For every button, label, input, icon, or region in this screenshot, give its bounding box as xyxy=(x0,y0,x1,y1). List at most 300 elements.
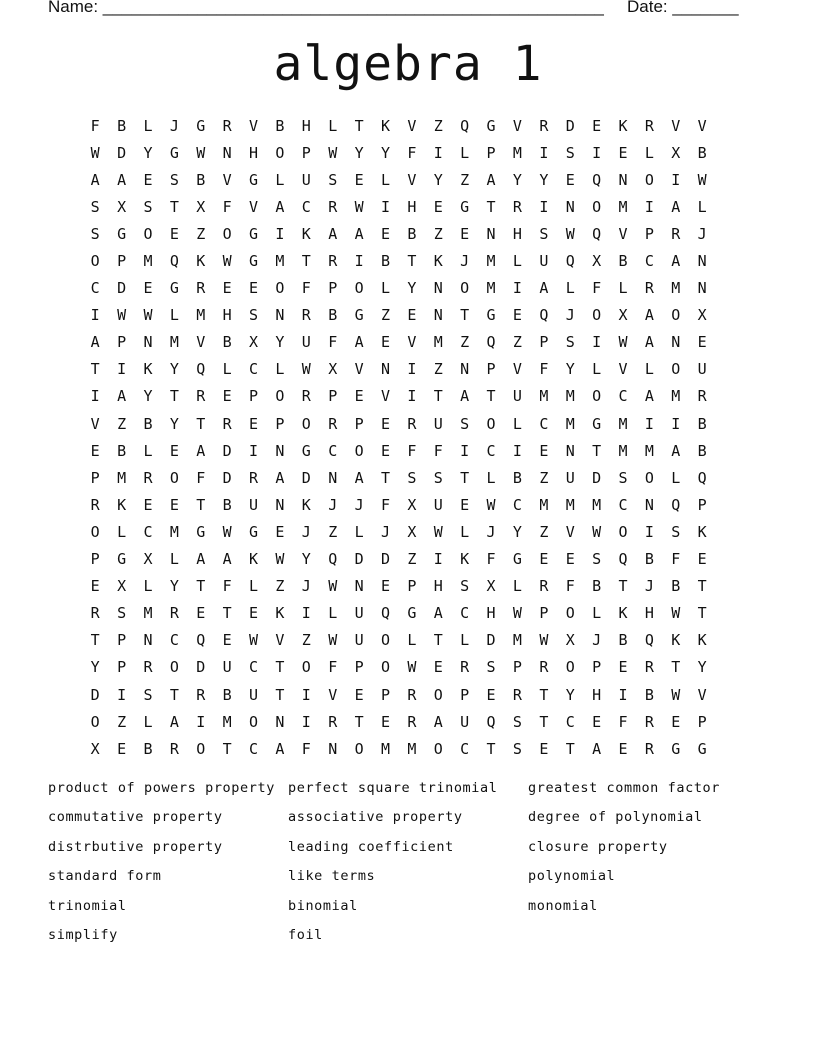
grid-letter: I xyxy=(249,441,259,460)
grid-letter: N xyxy=(460,360,470,379)
grid-letter: W xyxy=(328,577,338,596)
grid-letter: V xyxy=(565,522,575,541)
grid-letter: I xyxy=(539,143,549,162)
grid-letter: B xyxy=(512,468,522,487)
grid-letter: L xyxy=(565,279,575,298)
grid-letter: E xyxy=(169,495,179,514)
grid-letter: K xyxy=(697,522,707,541)
grid-letter: S xyxy=(592,550,602,569)
grid-letter: F xyxy=(407,143,417,162)
grid-letter: T xyxy=(380,468,390,487)
grid-letter: Q xyxy=(592,170,602,189)
grid-letter: R xyxy=(328,197,338,216)
date-field-label: Date: _______ xyxy=(627,0,739,16)
grid-letter: R xyxy=(539,116,549,135)
grid-letter: C xyxy=(618,495,628,514)
grid-letter: N xyxy=(275,306,285,325)
grid-letter: E xyxy=(407,306,417,325)
grid-letter: U xyxy=(460,712,470,731)
grid-letter: V xyxy=(512,116,522,135)
grid-letter: O xyxy=(618,522,628,541)
grid-letter: S xyxy=(328,170,338,189)
grid-letter: T xyxy=(169,685,179,704)
grid-letter: V xyxy=(380,387,390,406)
grid-letter: C xyxy=(143,522,153,541)
grid-letter: P xyxy=(328,387,338,406)
grid-letter: Q xyxy=(539,306,549,325)
grid-letter: M xyxy=(618,197,628,216)
grid-letter: G xyxy=(249,170,259,189)
grid-letter: V xyxy=(407,170,417,189)
grid-letter: N xyxy=(618,170,628,189)
grid-letter: P xyxy=(117,631,127,650)
grid-letter: Q xyxy=(328,550,338,569)
grid-letter: W xyxy=(486,495,496,514)
grid-letter: G xyxy=(486,306,496,325)
grid-letter: N xyxy=(275,712,285,731)
grid-letter: F xyxy=(196,468,206,487)
grid-letter: F xyxy=(328,333,338,352)
grid-letter: P xyxy=(539,333,549,352)
grid-letter: R xyxy=(539,577,549,596)
grid-letter: S xyxy=(486,658,496,677)
grid-letter: B xyxy=(196,170,206,189)
grid-letter: L xyxy=(460,143,470,162)
grid-letter: V xyxy=(697,685,707,704)
grid-letter: J xyxy=(697,224,707,243)
grid-letter: Z xyxy=(460,333,470,352)
word-list-item: greatest common factor xyxy=(528,780,721,796)
grid-letter: M xyxy=(512,143,522,162)
grid-letter: Y xyxy=(380,143,390,162)
grid-letter: R xyxy=(644,658,654,677)
grid-letter: A xyxy=(592,739,602,758)
grid-letter: K xyxy=(671,631,681,650)
grid-letter: O xyxy=(592,197,602,216)
grid-letter: I xyxy=(512,279,522,298)
grid-letter: E xyxy=(565,550,575,569)
grid-row xyxy=(82,220,715,247)
grid-letter: Q xyxy=(671,495,681,514)
grid-letter: E xyxy=(486,685,496,704)
grid-letter: N xyxy=(275,495,285,514)
grid-letter: T xyxy=(460,468,470,487)
word-list-item: leading coefficient xyxy=(288,838,454,855)
grid-letter: E xyxy=(618,658,628,677)
grid-letter: B xyxy=(644,685,654,704)
grid-letter: I xyxy=(512,441,522,460)
word-list-item: degree of polynomial xyxy=(528,809,703,826)
grid-letter: W xyxy=(249,631,259,650)
grid-letter: Y xyxy=(565,685,575,704)
grid-letter: O xyxy=(644,468,654,487)
grid-letter: B xyxy=(275,116,285,135)
grid-letter: L xyxy=(328,116,338,135)
grid-letter: X xyxy=(565,631,575,650)
grid-letter: R xyxy=(301,306,311,325)
grid-letter: R xyxy=(539,658,549,677)
grid-letter: E xyxy=(249,414,259,433)
grid-letter: N xyxy=(222,143,232,162)
grid-letter: T xyxy=(486,739,496,758)
grid-letter: J xyxy=(565,306,575,325)
grid-letter: Y xyxy=(407,279,417,298)
grid-row xyxy=(82,518,715,545)
word-list-item: trinomial xyxy=(48,897,127,914)
grid-letter: T xyxy=(90,360,100,379)
grid-letter: I xyxy=(90,387,100,406)
grid-letter: O xyxy=(196,739,206,758)
grid-row xyxy=(82,356,715,383)
grid-letter: J xyxy=(460,252,470,271)
grid-letter: I xyxy=(196,712,206,731)
grid-letter: M xyxy=(169,333,179,352)
grid-letter: T xyxy=(169,197,179,216)
grid-letter: E xyxy=(565,170,575,189)
grid-letter: R xyxy=(328,712,338,731)
grid-letter: P xyxy=(486,360,496,379)
grid-row xyxy=(82,383,715,410)
grid-letter: E xyxy=(433,197,443,216)
grid-letter: G xyxy=(407,604,417,623)
grid-letter: R xyxy=(169,604,179,623)
grid-letter: C xyxy=(486,441,496,460)
grid-letter: F xyxy=(407,441,417,460)
grid-letter: T xyxy=(539,712,549,731)
grid-letter: Q xyxy=(697,468,707,487)
grid-letter: U xyxy=(354,604,364,623)
grid-letter: T xyxy=(592,441,602,460)
word-list-item: closure property xyxy=(528,838,668,855)
grid-letter: A xyxy=(328,224,338,243)
grid-letter: I xyxy=(671,170,681,189)
grid-letter: E xyxy=(539,441,549,460)
grid-letter: P xyxy=(486,143,496,162)
grid-letter: O xyxy=(90,522,100,541)
grid-letter: B xyxy=(592,577,602,596)
grid-letter: R xyxy=(460,658,470,677)
grid-letter: P xyxy=(301,143,311,162)
grid-letter: O xyxy=(90,252,100,271)
grid-letter: M xyxy=(169,522,179,541)
grid-letter: B xyxy=(618,631,628,650)
grid-letter: I xyxy=(117,360,127,379)
grid-letter: R xyxy=(328,252,338,271)
grid-letter: B xyxy=(222,685,232,704)
grid-letter: I xyxy=(117,685,127,704)
grid-letter: D xyxy=(380,550,390,569)
grid-letter: R xyxy=(301,387,311,406)
grid-letter: I xyxy=(90,306,100,325)
grid-letter: L xyxy=(275,170,285,189)
grid-letter: M xyxy=(565,414,575,433)
grid-row xyxy=(82,708,715,735)
grid-letter: L xyxy=(328,604,338,623)
grid-letter: V xyxy=(407,116,417,135)
grid-letter: L xyxy=(671,468,681,487)
grid-letter: M xyxy=(486,279,496,298)
grid-letter: G xyxy=(169,279,179,298)
grid-row xyxy=(82,681,715,708)
grid-letter: E xyxy=(380,224,390,243)
grid-letter: U xyxy=(301,333,311,352)
grid-letter: X xyxy=(117,197,127,216)
grid-letter: T xyxy=(222,739,232,758)
grid-letter: A xyxy=(222,550,232,569)
grid-letter: G xyxy=(249,224,259,243)
grid-letter: P xyxy=(644,224,654,243)
grid-letter: N xyxy=(671,333,681,352)
grid-letter: E xyxy=(380,577,390,596)
grid-letter: S xyxy=(565,143,575,162)
grid-letter: A xyxy=(671,441,681,460)
grid-letter: P xyxy=(354,414,364,433)
grid-letter: O xyxy=(671,306,681,325)
grid-letter: H xyxy=(301,116,311,135)
grid-row xyxy=(82,166,715,193)
grid-letter: G xyxy=(249,522,259,541)
grid-letter: L xyxy=(592,604,602,623)
grid-letter: E xyxy=(671,712,681,731)
grid-letter: E xyxy=(380,333,390,352)
word-list-item: perfect square trinomial xyxy=(288,780,498,796)
grid-letter: E xyxy=(143,495,153,514)
grid-letter: C xyxy=(512,495,522,514)
grid-letter: T xyxy=(697,577,707,596)
grid-letter: W xyxy=(143,306,153,325)
grid-letter: Y xyxy=(143,387,153,406)
grid-letter: N xyxy=(354,577,364,596)
grid-letter: U xyxy=(222,658,232,677)
grid-letter: O xyxy=(433,739,443,758)
grid-letter: M xyxy=(592,495,602,514)
grid-letter: L xyxy=(143,441,153,460)
grid-letter: F xyxy=(222,577,232,596)
grid-letter: U xyxy=(697,360,707,379)
grid-letter: Y xyxy=(275,333,285,352)
grid-letter: K xyxy=(380,116,390,135)
grid-letter: T xyxy=(196,577,206,596)
grid-letter: L xyxy=(592,360,602,379)
grid-letter: G xyxy=(196,522,206,541)
grid-letter: O xyxy=(644,170,654,189)
grid-letter: W xyxy=(196,143,206,162)
grid-letter: I xyxy=(644,414,654,433)
grid-letter: D xyxy=(301,468,311,487)
grid-letter: U xyxy=(354,631,364,650)
grid-letter: E xyxy=(354,685,364,704)
grid-letter: O xyxy=(169,658,179,677)
grid-letter: S xyxy=(618,468,628,487)
grid-letter: A xyxy=(486,170,496,189)
grid-letter: L xyxy=(275,360,285,379)
grid-letter: T xyxy=(697,604,707,623)
grid-letter: C xyxy=(249,360,259,379)
grid-letter: T xyxy=(539,685,549,704)
grid-letter: T xyxy=(460,306,470,325)
grid-letter: J xyxy=(644,577,654,596)
grid-letter: A xyxy=(354,224,364,243)
grid-letter: W xyxy=(117,306,127,325)
grid-letter: M xyxy=(512,631,522,650)
grid-letter: I xyxy=(433,143,443,162)
grid-letter: F xyxy=(380,495,390,514)
grid-letter: R xyxy=(196,279,206,298)
grid-letter: R xyxy=(249,468,259,487)
grid-letter: I xyxy=(539,197,549,216)
grid-letter: L xyxy=(169,306,179,325)
grid-letter: E xyxy=(460,224,470,243)
grid-letter: E xyxy=(354,170,364,189)
grid-letter: L xyxy=(486,468,496,487)
grid-letter: M xyxy=(222,712,232,731)
grid-letter: D xyxy=(117,143,127,162)
grid-letter: S xyxy=(539,224,549,243)
grid-letter: V xyxy=(354,360,364,379)
grid-letter: Y xyxy=(301,550,311,569)
grid-letter: B xyxy=(117,116,127,135)
grid-letter: E xyxy=(90,441,100,460)
grid-letter: N xyxy=(565,441,575,460)
grid-letter: Z xyxy=(328,522,338,541)
word-list-item: like terms xyxy=(288,868,376,885)
grid-letter: W xyxy=(697,170,707,189)
word-list-item: standard form xyxy=(48,868,162,885)
grid-letter: N xyxy=(486,224,496,243)
grid-letter: I xyxy=(433,550,443,569)
grid-letter: L xyxy=(143,116,153,135)
grid-letter: Z xyxy=(433,360,443,379)
grid-letter: L xyxy=(354,522,364,541)
grid-letter: A xyxy=(644,306,654,325)
grid-letter: E xyxy=(592,116,602,135)
grid-letter: L xyxy=(117,522,127,541)
grid-letter: N xyxy=(143,631,153,650)
grid-letter: P xyxy=(90,468,100,487)
grid-letter: D xyxy=(117,279,127,298)
grid-letter: T xyxy=(169,387,179,406)
grid-letter: C xyxy=(539,414,549,433)
grid-letter: B xyxy=(143,414,153,433)
grid-letter: T xyxy=(90,631,100,650)
grid-letter: A xyxy=(644,333,654,352)
grid-letter: N xyxy=(328,739,338,758)
grid-letter: N xyxy=(328,468,338,487)
grid-letter: A xyxy=(275,739,285,758)
grid-letter: U xyxy=(565,468,575,487)
grid-letter: P xyxy=(539,604,549,623)
grid-row xyxy=(82,112,715,139)
grid-letter: B xyxy=(671,577,681,596)
grid-letter: P xyxy=(512,658,522,677)
grid-letter: P xyxy=(117,252,127,271)
word-list-item: simplify xyxy=(48,926,118,943)
grid-letter: O xyxy=(249,712,259,731)
grid-letter: V xyxy=(249,197,259,216)
word-list-item: commutative property xyxy=(48,809,223,826)
word-list-item: distrbutive property xyxy=(48,838,223,855)
grid-letter: F xyxy=(301,279,311,298)
grid-letter: Q xyxy=(486,712,496,731)
grid-letter: S xyxy=(433,468,443,487)
grid-letter: M xyxy=(433,333,443,352)
grid-letter: J xyxy=(328,495,338,514)
grid-letter: X xyxy=(618,306,628,325)
grid-letter: R xyxy=(90,495,100,514)
grid-letter: I xyxy=(301,712,311,731)
grid-letter: C xyxy=(249,658,259,677)
grid-letter: J xyxy=(380,522,390,541)
grid-letter: W xyxy=(90,143,100,162)
grid-letter: U xyxy=(512,387,522,406)
grid-letter: D xyxy=(354,550,364,569)
grid-letter: F xyxy=(539,360,549,379)
word-list-item: foil xyxy=(288,926,323,943)
grid-row xyxy=(82,600,715,627)
grid-letter: O xyxy=(143,224,153,243)
grid-letter: U xyxy=(433,495,443,514)
grid-letter: N xyxy=(433,279,443,298)
grid-letter: M xyxy=(671,387,681,406)
grid-letter: K xyxy=(460,550,470,569)
grid-letter: M xyxy=(407,739,417,758)
grid-letter: Q xyxy=(380,604,390,623)
grid-letter: T xyxy=(486,197,496,216)
grid-letter: K xyxy=(249,550,259,569)
grid-letter: E xyxy=(618,739,628,758)
grid-letter: G xyxy=(169,143,179,162)
grid-letter: A xyxy=(460,387,470,406)
grid-row xyxy=(82,193,715,220)
grid-letter: F xyxy=(301,739,311,758)
grid-letter: C xyxy=(90,279,100,298)
grid-letter: U xyxy=(433,414,443,433)
grid-letter: L xyxy=(380,279,390,298)
grid-letter: Y xyxy=(169,360,179,379)
grid-letter: B xyxy=(117,441,127,460)
grid-letter: K xyxy=(301,495,311,514)
grid-letter: R xyxy=(407,685,417,704)
grid-letter: K xyxy=(301,224,311,243)
grid-letter: I xyxy=(380,197,390,216)
grid-letter: W xyxy=(539,631,549,650)
grid-letter: E xyxy=(249,604,259,623)
grid-letter: W xyxy=(354,197,364,216)
grid-letter: X xyxy=(249,333,259,352)
grid-letter: M xyxy=(671,279,681,298)
grid-letter: E xyxy=(460,495,470,514)
grid-letter: I xyxy=(644,197,654,216)
grid-letter: E xyxy=(275,522,285,541)
grid-letter: E xyxy=(249,279,259,298)
grid-letter: S xyxy=(512,739,522,758)
grid-letter: I xyxy=(644,522,654,541)
grid-letter: B xyxy=(697,143,707,162)
grid-letter: X xyxy=(328,360,338,379)
grid-letter: Y xyxy=(143,143,153,162)
grid-letter: P xyxy=(328,279,338,298)
grid-letter: I xyxy=(407,360,417,379)
grid-letter: Q xyxy=(644,631,654,650)
grid-letter: L xyxy=(249,577,259,596)
grid-letter: A xyxy=(196,550,206,569)
grid-letter: Y xyxy=(512,170,522,189)
grid-letter: Z xyxy=(380,306,390,325)
grid-letter: S xyxy=(117,604,127,623)
grid-letter: J xyxy=(354,495,364,514)
grid-letter: W xyxy=(222,252,232,271)
grid-letter: S xyxy=(512,712,522,731)
